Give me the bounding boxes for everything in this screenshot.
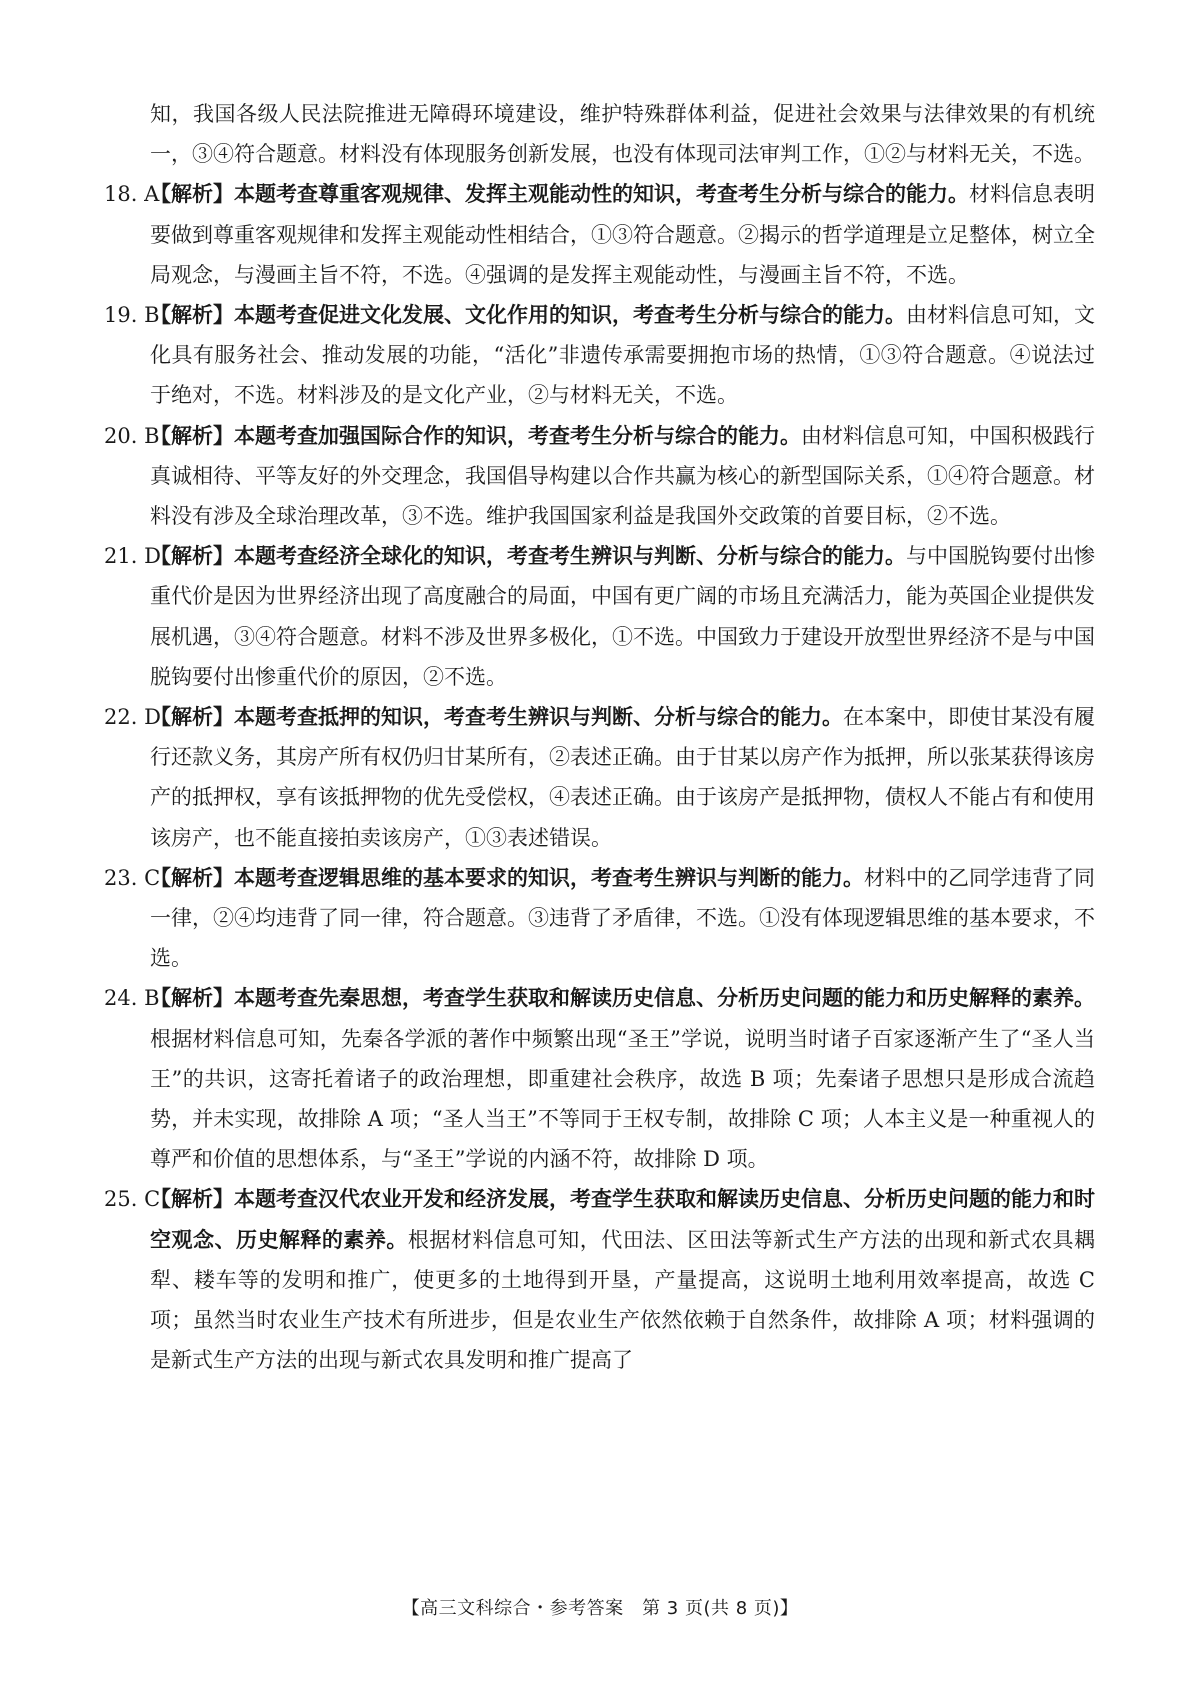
analysis-tag: 【解析】	[150, 1187, 234, 1212]
analysis-lead: 本题考查抵押的知识，考查考生辨识与判断、分析与综合的能力。	[234, 705, 843, 730]
answer-number: 24. B	[104, 986, 160, 1011]
analysis-text: 由材料信息可知，中国积极践行真诚相待、平等友好的外交理念，我国倡导构建以合作共赢为核心的新型国际关系，①④符合题意。材料没有涉及全球治理改革，③不选。维护我国国家利益是我国外交政策的首要目标，②不选。	[150, 423, 1095, 529]
analysis-lead: 本题考查经济全球化的知识，考查考生辨识与判断、分析与综合的能力。	[234, 544, 906, 569]
answer-body	[150, 697, 1095, 858]
analysis-text: 材料中的乙同学违背了同一律，②④均违背了同一律，符合题意。③违背了矛盾律，不选。①没有体现逻辑思维的基本要求，不选。	[150, 865, 1095, 971]
analysis-lead: 本题考查先秦思想，考查学生获取和解读历史信息、分析历史问题的能力和历史解释的素养。	[234, 986, 1095, 1011]
answer-number: 19. B	[104, 303, 160, 328]
answer-body	[150, 978, 1095, 1179]
answer-item-21	[104, 536, 1095, 697]
analysis-tag: 【解析】	[150, 423, 234, 448]
answer-item-25	[104, 1179, 1095, 1380]
answer-item-24	[104, 978, 1095, 1179]
analysis-text: 由材料信息可知，文化具有服务社会、推动发展的功能，“活化”非遗传承需要拥抱市场的热情，①③符合题意。④说法过于绝对，不选。材料涉及的是文化产业，②与材料无关，不选。	[150, 303, 1095, 408]
analysis-lead: 本题考查汉代农业开发和经济发展，考查学生获取和解读历史信息、分析历史问题的能力和时空观念、历史解释的素养。	[150, 1187, 1095, 1252]
answer-body	[150, 858, 1095, 979]
analysis-tag: 【解析】	[150, 865, 234, 890]
analysis-tag: 【解析】	[150, 303, 234, 328]
page-footer: 【高三文科综合・参考答案 第 3 页(共 8 页)】	[401, 1598, 799, 1619]
analysis-text: 材料信息表明要做到尊重客观规律和发挥主观能动性相结合，①③符合题意。②揭示的哲学道理是立足整体，树立全局观念，与漫画主旨不符，不选。④强调的是发挥主观能动性，与漫画主旨不符，不选。	[150, 182, 1095, 287]
answer-number: 20. B	[104, 423, 160, 448]
analysis-tag: 【解析】	[150, 544, 234, 569]
answer-item-18	[104, 174, 1095, 295]
analysis-text: 在本案中，即使甘某没有履行还款义务，其房产所有权仍归甘某所有，②表述正确。由于甘某以房产作为抵押，所以张某获得该房产的抵押权，享有该抵押物的优先受偿权，④表述正确。由于该房产是抵押物，债权人不能占有和使用该房产，也不能直接拍卖该房产，①③表述错误。	[150, 705, 1095, 850]
answer-number: 23. C	[104, 865, 161, 890]
intro-paragraph: 知，我国各级人民法院推进无障碍环境建设，维护特殊群体利益，促进社会效果与法律效果的有机统一，③④符合题意。材料没有体现服务创新发展，也没有体现司法审判工作，①②与材料无关，不选。	[150, 102, 1095, 167]
answer-item-22	[104, 697, 1095, 858]
answer-number: 18. A	[104, 182, 160, 207]
analysis-lead: 本题考查加强国际合作的知识，考查考生分析与综合的能力。	[234, 423, 801, 448]
answer-body	[150, 536, 1095, 697]
answer-item-23	[104, 858, 1095, 979]
analysis-tag: 【解析】	[150, 182, 234, 207]
answer-number: 22. D	[104, 705, 161, 730]
answer-body	[150, 295, 1095, 416]
answer-number: 21. D	[104, 544, 161, 569]
analysis-tag: 【解析】	[150, 986, 234, 1011]
answer-number: 25. C	[104, 1187, 161, 1212]
answer-item-19	[104, 295, 1095, 416]
analysis-lead: 本题考查尊重客观规律、发挥主观能动性的知识，考查考生分析与综合的能力。	[234, 182, 969, 207]
answer-body	[150, 174, 1095, 295]
analysis-text: 根据材料信息可知，代田法、区田法等新式生产方法的出现和新式农具耦犁、耧车等的发明和推广，使更多的土地得到开垦，产量提高，这说明土地利用效率提高，故选 C 项；虽然当时农业生产技术有所进步，但是农业生产依然依赖于自然条件，故排除 A 项；材料强调的是新式生产方法的出现与新式农具发明和推广提高了	[150, 1227, 1095, 1373]
answer-item-20	[104, 416, 1095, 537]
analysis-tag: 【解析】	[150, 705, 234, 730]
answer-body	[150, 1179, 1095, 1380]
analysis-text: 根据材料信息可知，先秦各学派的著作中频繁出现“圣王”学说，说明当时诸子百家逐渐产生了“圣人当王”的共识，这寄托着诸子的政治理想，即重建社会秩序，故选 B 项；先秦诸子思想只是形成合流趋势，并未实现，故排除 A 项；“圣人当王”不等同于王权专制，故排除 C 项；人本主义是一种重视人的尊严和价值的思想体系，与“圣王”学说的内涵不符，故排除 D 项。	[150, 1026, 1095, 1172]
analysis-text: 与中国脱钩要付出惨重代价是因为世界经济出现了高度融合的局面，中国有更广阔的市场且充满活力，能为英国企业提供发展机遇，③④符合题意。材料不涉及世界多极化，①不选。中国致力于建设开放型世界经济不是与中国脱钩要付出惨重代价的原因，②不选。	[150, 544, 1095, 689]
analysis-lead: 本题考查逻辑思维的基本要求的知识，考查考生辨识与判断的能力。	[234, 865, 864, 890]
answer-content	[104, 94, 1095, 1381]
answer-body	[150, 416, 1095, 537]
analysis-lead: 本题考查促进文化发展、文化作用的知识，考查考生分析与综合的能力。	[234, 303, 906, 328]
